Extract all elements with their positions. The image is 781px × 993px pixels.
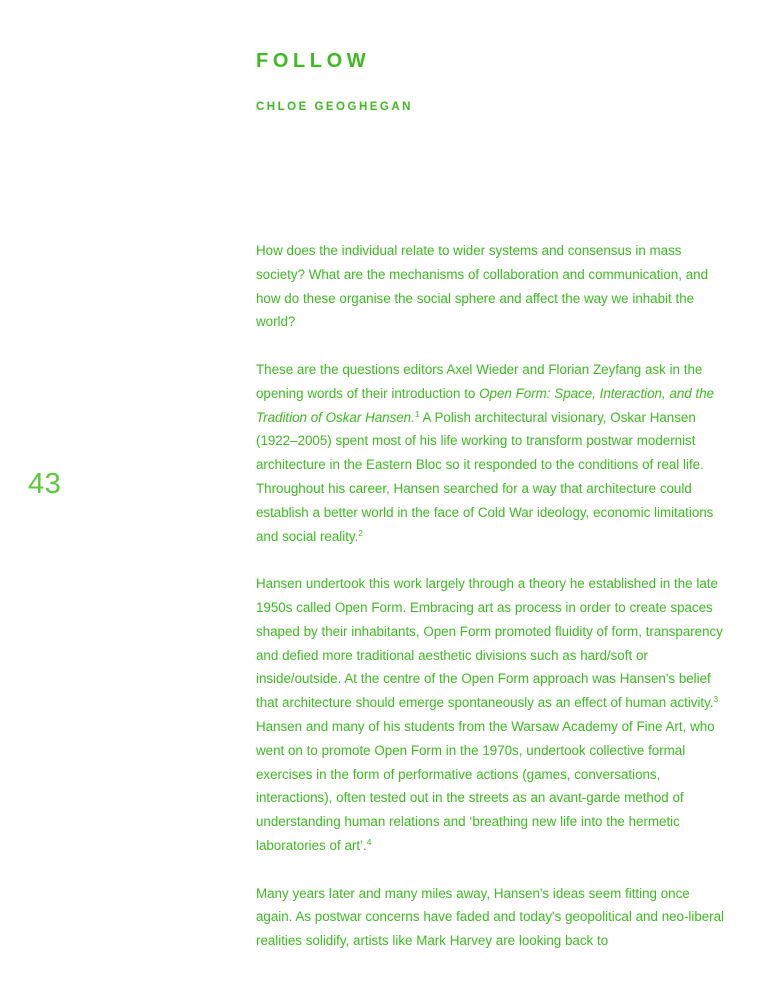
author-byline: CHLOE GEOGHEGAN (256, 101, 413, 113)
body-paragraph (256, 239, 728, 334)
footnote-marker: 3 (713, 693, 719, 704)
footnote-marker: 1 (414, 408, 420, 419)
footnote-marker: 4 (366, 836, 372, 847)
text-run: How does the individual relate to wider systems and consensus in mass society? What are the mechanisms of collaboration and communication, and how do these organise the social sphere and affect the way we inhabit the world? (256, 243, 709, 330)
text-run: A Polish architectural visionary, Oskar Hansen (1922–2005) spent most of his life working to transform postwar modernist architecture in the Eastern Bloc so it responded to the conditions of real life. Throughout his career, Hansen searched for a way that architecture could establish a better world in the face of Cold War ideology, economic limitations and social reality. (256, 409, 714, 544)
footnote-marker: 2 (358, 527, 363, 538)
page-title: FOLLOW (256, 50, 371, 72)
article-body (256, 239, 728, 953)
text-run: Hansen and many of his students from the Warsaw Academy of Fine Art, who went on to promote Open Form in the 1970s, undertook collective formal exercises in the form of performative actions (games, conversations, interactions), often tested out in the streets as an avant-garde method of understanding human relations and ‘breathing new life into the hermetic laboratories of art’. (256, 718, 715, 853)
text-run: Many years later and many miles away, Hansen's ideas seem fitting once again. As postwar concerns have faded and today's geopolitical and neo-liberal realities solidify, artists like Mark Harvey are looking back to (256, 885, 725, 949)
body-paragraph (256, 572, 728, 858)
body-paragraph (256, 882, 728, 953)
italic-title: Open Form: Space, Interaction, and the Tradition of Oskar Hansen. (256, 385, 715, 425)
page-number: 43 (28, 468, 62, 500)
body-paragraph (256, 358, 728, 548)
text-run: These are the questions editors Axel Wieder and Florian Zeyfang ask in the opening words of their introduction to (256, 361, 703, 401)
text-run: Hansen undertook this work largely through a theory he established in the late 1950s called Open Form. Embracing art as process in order to create spaces shaped by their inhabitants, Open Form promoted fluidity of form, transparency and defied more traditional aesthetic divisions such as hard/soft or inside/outside. At the centre of the Open Form approach was Hansen's belief that architecture should emerge spontaneously as an effect of human activity. (256, 576, 723, 711)
